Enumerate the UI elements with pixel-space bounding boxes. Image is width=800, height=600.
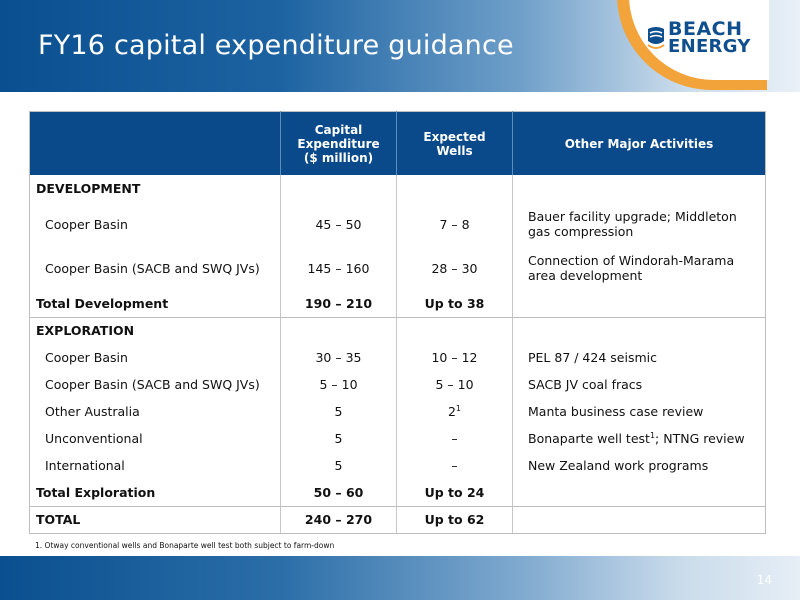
section-heading: DEVELOPMENT [36, 181, 141, 196]
row-wells: 5 – 10 [397, 371, 513, 398]
footnote: 1. Otway conventional wells and Bonaparte well test both subject to farm-down [35, 541, 335, 550]
table-row [30, 290, 766, 317]
row-wells: – [397, 452, 513, 479]
logo-emblem-icon [646, 25, 666, 53]
row-capex: 5 – 10 [281, 371, 397, 398]
capex-table [29, 111, 766, 534]
table-row [30, 452, 766, 479]
total-label: Total Exploration [30, 479, 281, 506]
row-other: SACB JV coal fracs [513, 371, 766, 398]
total-label: Total Development [30, 290, 281, 317]
row-other: Bauer facility upgrade; Middleton gas compression [513, 202, 766, 246]
header-wells-line2: Wells [436, 143, 473, 158]
total-capex: 190 – 210 [281, 290, 397, 317]
page-number: 14 [756, 573, 772, 587]
row-capex: 5 [281, 425, 397, 452]
row-other-part-b: ; NTNG review [655, 431, 745, 447]
header-wells [397, 112, 513, 176]
header-other: Other Major Activities [513, 112, 766, 176]
row-other: New Zealand work programs [513, 452, 766, 479]
header-capex-line1: Capital [314, 122, 363, 137]
row-other [513, 425, 766, 452]
table-row [30, 246, 766, 290]
row-other: Manta business case review [513, 398, 766, 425]
row-capex: 145 – 160 [281, 246, 397, 290]
grand-total-label: TOTAL [30, 506, 281, 533]
header-wells-line1: Expected [423, 129, 486, 144]
table-row [30, 398, 766, 425]
row-label: Cooper Basin [45, 350, 128, 365]
table-row [30, 371, 766, 398]
header-capex-line3: ($ million) [303, 150, 374, 165]
logo-wordmark [668, 20, 751, 56]
row-capex: 5 [281, 398, 397, 425]
row-label: Unconventional [45, 431, 143, 446]
header-blank [30, 112, 281, 176]
table-row [30, 479, 766, 506]
row-label: Cooper Basin (SACB and SWQ JVs) [45, 260, 260, 276]
row-label: Cooper Basin [45, 216, 128, 232]
row-capex: 5 [281, 452, 397, 479]
row-wells: 28 – 30 [397, 246, 513, 290]
footnote-ref: 1 [649, 430, 656, 440]
table-row [30, 175, 766, 202]
row-other-part-a: Bonaparte well test [528, 431, 650, 447]
table-row [30, 344, 766, 371]
grand-total-wells: Up to 62 [397, 506, 513, 533]
row-wells [397, 398, 513, 425]
row-capex: 45 – 50 [281, 202, 397, 246]
row-other: Connection of Windorah-Marama area development [513, 246, 766, 290]
row-capex: 30 – 35 [281, 344, 397, 371]
row-other: PEL 87 / 424 seismic [513, 344, 766, 371]
footer-band [0, 556, 800, 600]
table-row [30, 506, 766, 533]
row-wells: – [397, 425, 513, 452]
row-wells-value: 2 [447, 404, 456, 420]
total-capex: 50 – 60 [281, 479, 397, 506]
table-header-row [30, 112, 766, 176]
footnote-ref: 1 [455, 403, 462, 413]
logo-line1: BEACH [668, 18, 743, 40]
row-wells: 10 – 12 [397, 344, 513, 371]
total-wells: Up to 38 [397, 290, 513, 317]
row-label: Cooper Basin (SACB and SWQ JVs) [45, 377, 260, 392]
total-wells: Up to 24 [397, 479, 513, 506]
row-label: International [45, 458, 125, 473]
row-wells: 7 – 8 [397, 202, 513, 246]
logo-line2: ENERGY [668, 36, 751, 57]
grand-total-capex: 240 – 270 [281, 506, 397, 533]
row-label: Other Australia [45, 404, 140, 419]
header-capex-line2: Expenditure [297, 136, 380, 151]
table-row [30, 425, 766, 452]
section-heading: EXPLORATION [36, 323, 135, 339]
header-capex [281, 112, 397, 176]
table-row [30, 317, 766, 344]
table-row [30, 202, 766, 246]
slide-title: FY16 capital expenditure guidance [38, 30, 514, 61]
